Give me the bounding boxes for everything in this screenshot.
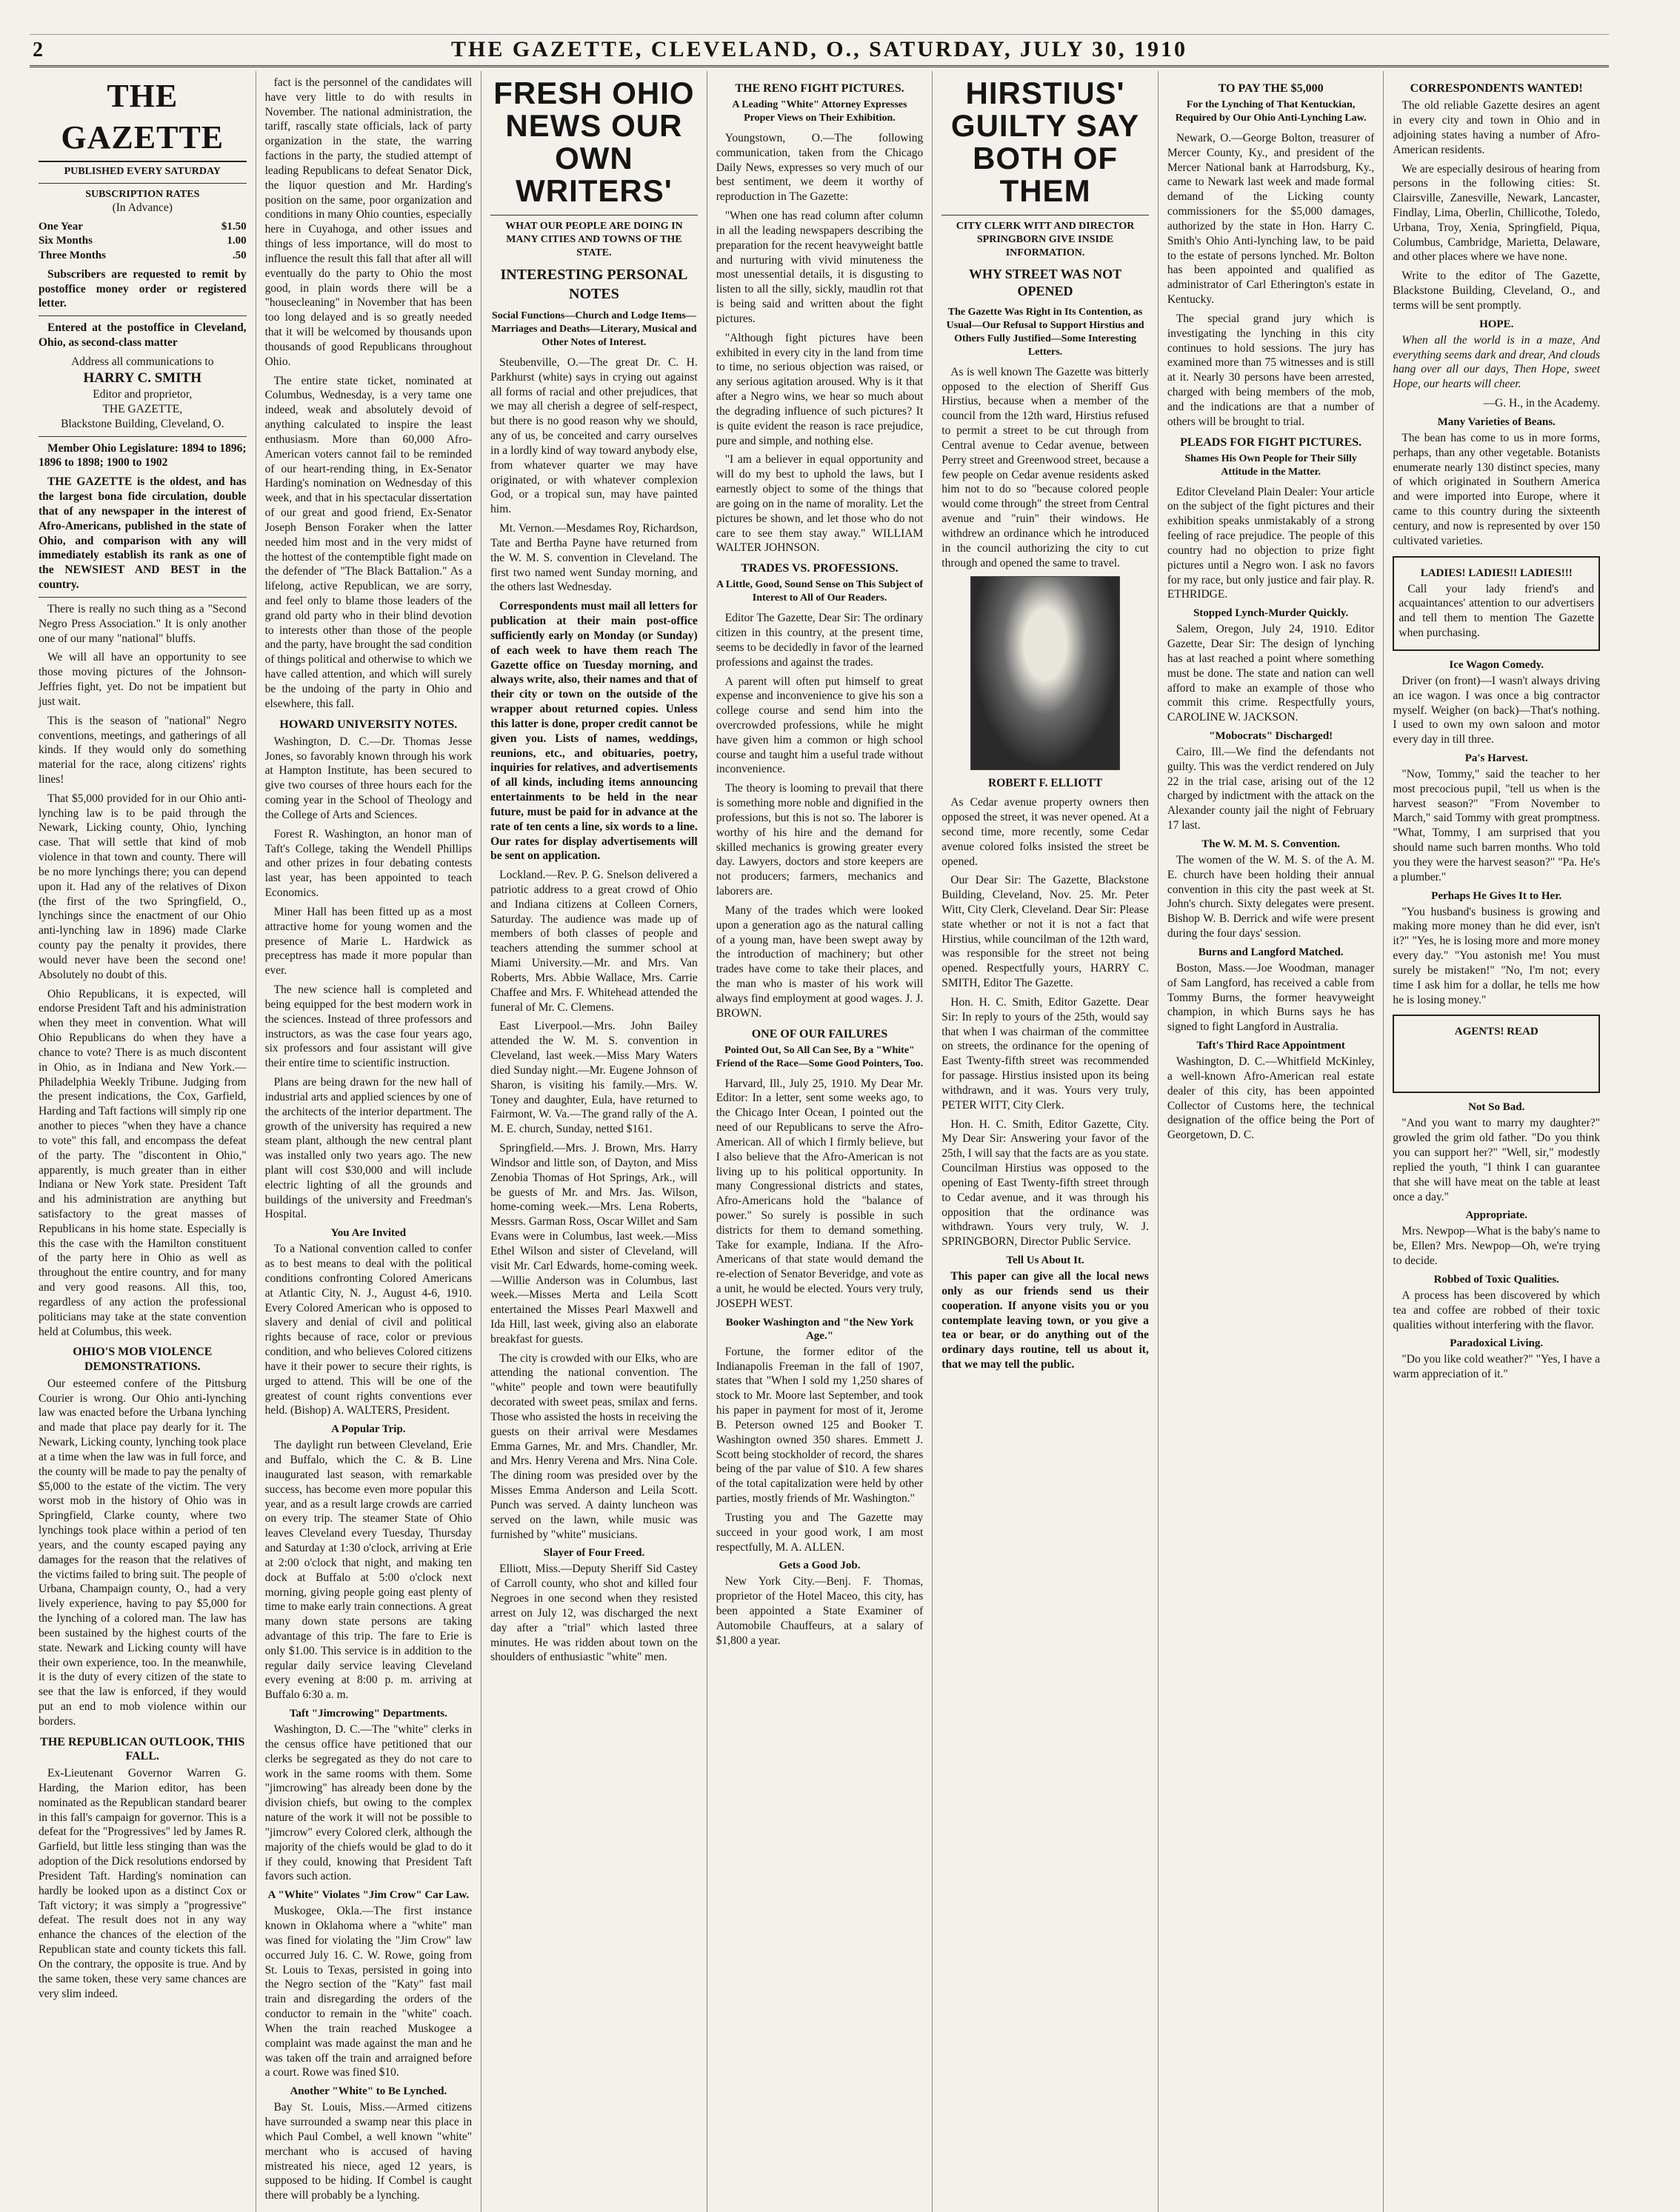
paragraph: The entire state ticket, nominated at Columbus, Wednesday, is a very tame one indeed, weak and absolutely devoid of anything calculated to inspire the least enthusiasm. More than 60,000 Afro-American voters cannot fail to be reminded of our heart-rending thing, in Ex-Senator Harding's nomination on Wednesday of this week, and that in his spectacular dissertation of our great and good friend, Ex-Senator Joseph Benson Foraker when the latter needed him most and in the very midst of the hottest of the contemptible fight made on the defender of "The Black Battalion." As a lifelong, active Republican, we are sorry, and feel only to blame those leaders of the grand old party who in their blind devotion to interests other than those of the people and the party, have brought the sad condition of things political and otherwise to which we have called attention, and which will surely be the undoing of the party in Ohio and elsewhere, this fall. — [264, 374, 473, 710]
subhead: WHY STREET WAS NOT OPENED — [968, 267, 1122, 299]
box-title: AGENTS! READ — [1454, 1026, 1539, 1038]
paragraph: fact is the personnel of the candidates will have very little to do with results in November. The national administration, the tariff, rascally state officials, lack of party organization in the state, the warring factions in the party, the studied attempt of leading Republicans to defeat Senator Dick, the liquor question and Mr. Harding's position on the same, poor organization and conditions in many Ohio counties, especially here in Cuyahoga, and other issues and things of less importance, will do most to influence the result this fall that after all will eventually do the party to Ohio the most good, in plain words there will be a "housecleaning" in November that has been too long delayed and is so greatly needed that it will be welcomed by thousands upon thousands of good Republicans throughout Ohio. — [264, 76, 473, 368]
headline: A "White" Violates "Jim Crow" Car Law. — [267, 1889, 470, 1902]
paragraph: The old reliable Gazette desires an agent in every city and town in Ohio and in adjoining states having a number of Afro-American residents. — [1393, 99, 1600, 156]
headline: ONE OF OUR FAILURES — [751, 1027, 888, 1040]
paragraph: The daylight run between Cleveland, Erie and Buffalo, which the C. & B. Line inaugurated last season, with remarkable success, has become even more popular this year, and as a result large crowds are carried on every trip. The steamer State of Ohio leaves Cleveland every Tuesday, Thursday and Saturday at 1:30 o'clock, arriving at Erie at 2:00 o'clock that night, and making ten dock at Buffalo at 5:00 o'clock next morning, giving people going east plenty of time to make early train connections. A great many down state persons are taking advantage of this trip. The fare to Erie is only $1.00. This service is in addition to the regular daily service leaving Cleveland every evening at 8:00 p. m. arriving at Buffalo 6:30 a. m. — [264, 1439, 473, 1702]
headline: Paradoxical Living. — [1450, 1337, 1544, 1350]
paragraph: There is really no such thing as a "Second Negro Press Association." It is only another one of our many "national" bluffs. — [39, 602, 247, 645]
paragraph: Salem, Oregon, July 24, 1910. Editor Gazette, Dear Sir: The design of lynching has at last reached a point where something must be done. The state and nation can well afford to make an example of those who commit this crime. Respectfully yours, CAROLINE W. JACKSON. — [1167, 623, 1375, 724]
ladies-notice-box — [1393, 556, 1600, 651]
headline: Tell Us About It. — [1006, 1254, 1084, 1267]
subhead: INTERESTING PERSONAL NOTES — [500, 267, 688, 302]
headline: TO PAY THE $5,000 — [1218, 82, 1324, 95]
headline: You Are Invited — [330, 1227, 407, 1240]
masthead-title: THE GAZETTE — [39, 76, 247, 162]
deck: CITY CLERK WITT AND DIRECTOR SPRINGBORN GIVE INSIDE INFORMATION. — [956, 221, 1135, 259]
column-2 — [256, 71, 481, 2212]
paragraph: Harvard, Ill., July 25, 1910. My Dear Mr. Editor: In a letter, sent some weeks ago, to the Chicago Inter Ocean, I pointed out the need of our Republicans to serve the Afro-American. All of which I firmly believe, but I also believe that the Afro-American is not living up to his political opportunity. In many Congressional districts and states, Afro-Americans hold the "balance of power." So surely is possible in such districts for them to demand something. Take for example, Indiana. If the Afro-Americans of that state would demand the re-election of Senator Beveridge, and vote as a unit, he would be elected. Yours very truly, JOSEPH WEST. — [716, 1077, 924, 1310]
paragraph: Editor The Gazette, Dear Sir: The ordinary citizen in this country, at the present time, seems to be decidedly in favor of the learned professions and against the trades. — [716, 612, 924, 669]
headline-fresh-ohio-news: FRESH OHIO NEWS OUR OWN WRITERS' — [493, 76, 695, 209]
rate-row: Three Months .50 — [39, 249, 247, 261]
rates-title: SUBSCRIPTION RATES — [85, 188, 200, 200]
headline: Gets a Good Job. — [779, 1560, 861, 1572]
headline: OHIO'S MOB VIOLENCE DEMONSTRATIONS. — [73, 1346, 213, 1373]
portrait-photo — [970, 576, 1120, 770]
column-7 — [1383, 71, 1609, 2212]
paragraph: The special grand jury which is investigating the lynching in this city continues to hold sessions. The jury has examined more than 75 witnesses and is still at it. Nearly 30 persons have been arrested, charged with being members of the mob, and the indications are that a number of others will be brought to trial. — [1167, 312, 1375, 428]
paragraph: Miner Hall has been fitted up as a most attractive home for young women and the presence of Marie L. Hardwick as preceptress has made it more popular than ever. — [264, 905, 473, 978]
paragraph: That $5,000 provided for in our Ohio anti-lynching law is to be paid through the Newark, Licking county, Ohio, lynching case. That will settle that kind of mob violence in that town and county. There will be no more lynchings there; you can depend upon it. Had any of the relatives of Dixon (the first of the two Springfield, O., lynchings since the enactment of our Ohio anti-lynching law in 1896) made Clarke county pay the penalty it provides, there would never have been the second one! Absolutely no doubt of this. — [39, 792, 247, 981]
paragraph: Plans are being drawn for the new hall of industrial arts and applied sciences by one of the architects of the interior department. The growth of the university has required a new steam plant, although the new central plant was installed only two years ago. The new plant will cost $30,000 and will include electric lighting of all the grounds and buildings of the university and Freedman's Hospital. — [264, 1076, 473, 1221]
paragraph: The women of the W. M. S. of the A. M. E. church have been holding their annual convention in this city the past week at St. John's church. Sixty delegates were present. Bishop W. B. Derrick and wife were present during the four days' session. — [1167, 853, 1375, 940]
address: Blackstone Building, Cleveland, O. — [61, 417, 224, 430]
deck: WHAT OUR PEOPLE ARE DOING IN MANY CITIES AND TOWNS OF THE STATE. — [505, 221, 683, 259]
paragraph: Many of the trades which were looked upon a generation ago as the natural calling of a young man, have been swept away by the introduction of machinery; but other trades have come to take their places, and the man who is master of his work will always find employment at good wages. J. J. BROWN. — [716, 903, 924, 1020]
column-4 — [707, 71, 933, 2212]
headline: Perhaps He Gives It to Her. — [1431, 889, 1562, 902]
editor-name: HARRY C. SMITH — [83, 370, 202, 386]
headline: THE RENO FIGHT PICTURES. — [735, 82, 904, 95]
paragraph: The new science hall is completed and being equipped for the best modern work in the sciences. Instead of three professors and instructors, as was the case four years ago, six professors and four assistant will give their entire time to scientific instruction. — [264, 983, 473, 1070]
headline: Taft's Third Race Appointment — [1196, 1040, 1345, 1052]
headline: Not So Bad. — [1468, 1101, 1525, 1114]
paragraph: "Do you like cold weather?" "Yes, I have a warm appreciation of it." — [1393, 1353, 1600, 1381]
headline: Booker Washington and "the New York Age." — [725, 1316, 914, 1342]
headline: Ice Wagon Comedy. — [1449, 658, 1544, 671]
paragraph: Steubenville, O.—The great Dr. C. H. Parkhurst (white) says in crying out against all forms of racial and other prejudices, that we may all cherish a degree of self-respect, but there is no good reason why we should, any of us, be conceited and carry ourselves in a lordly kind of way toward anybody else, from whatever quarter we may have originated, or with whatever complexion God, or a tropical sun, may have painted him. — [490, 356, 698, 516]
paragraph: Mt. Vernon.—Mesdames Roy, Richardson, Tate and Bertha Payne have returned from the W. M. S. convention in Cleveland. The first two named went Sunday morning, and the others last Wednesday. — [490, 522, 698, 594]
headline: Stopped Lynch-Murder Quickly. — [1193, 607, 1349, 620]
photo-caption: ROBERT F. ELLIOTT — [988, 777, 1103, 790]
deck: The Gazette Was Right in Its Contention, as Usual—Our Refusal to Support Hirstius and Others Fully Justified—Some Interesting Letters. — [946, 307, 1144, 358]
headline: Another "White" to Be Lynched. — [290, 2085, 447, 2098]
headline: Appropriate. — [1465, 1209, 1527, 1222]
poem-credit: —G. H., in the Academy. — [1483, 397, 1600, 410]
headline: The W. M. M. S. Convention. — [1201, 838, 1340, 850]
paragraph: To a National convention called to confer as to best means to deal with the political conditions confronting Colored Americans at Atlantic City, N. J., August 4-6, 1910. Every Colored American who is opposed to slavery and denial of civil and political rights because of race, color or previous condition, and who believes Colored citizens have it their power to secure their rights, is urged to attend. This will be one of the greatest of count rights conventions ever held. (Bishop) A. WALTERS, President. — [264, 1243, 473, 1417]
paragraph: Bay St. Louis, Miss.—Armed citizens have surrounded a swamp near this place in which Paul Combel, a well known "white" merchant who is accused of having mistreated his niece, aged 12 years, is supposed to be hiding. If Combel is caught there will probably be a lynching. — [264, 2101, 473, 2202]
paragraph: Springfield.—Mrs. J. Brown, Mrs. Harry Windsor and little son, of Dayton, and Miss Zenobia Thomas of Hot Springs, Ark., will be guests of Mr. and Mrs. Jas. Wilson, home-coming week.—Mrs. Lena Roberts, Messrs. Garman Ross, Oscar Willet and Sam Evans were in Columbus, last week.—Miss Ethel Wilson and sister of Cleveland, will visit Mr. Carl Edwards, home-coming week.—Willie Anderson was in Columbus, last week.—Misses Merta and Leila Scott entertained the Misses Pearl Maxwell and Ida Hill, last week, giving also an elaborate breakfast for guests. — [490, 1142, 698, 1346]
deck: Pointed Out, So All Can See, By a "White" Friend of the Race—Some Good Pointers, Too. — [716, 1044, 924, 1069]
entered-note: Entered at the postoffice in Cleveland, Ohio, as second-class matter — [39, 321, 247, 350]
column-1 — [30, 71, 256, 2212]
paragraph: Our esteemed confere of the Pittsburg Courier is wrong. Our Ohio anti-lynching law was enacted before the Urbana lynching and made that place pay dearly for it. The Newark, Licking county, lynching took place at a time when the law was in full force, and the county will be made to pay the penalty of $5,000 to the estate of the victim. The very worst mob in the history of Ohio was in Springfield, Clarke county, where two lynchings took place within a period of ten years, and the county escaped paying any damages for the reason that the relatives of the victims failed to bring suit. The people of Urbana, Champaign county, O., had a very lively experience, having to pay $5,000 for the lynching of a colored man. The law has been sustained by the highest courts of the state. Newark and Licking county will have their own experience, too. In the meanwhile, it is the duty of every citizen of the state to see that the law is enforced, if they would put an end to mob violence within our borders. — [39, 1377, 247, 1728]
headline: Slayer of Four Freed. — [543, 1547, 645, 1560]
paragraph: Trusting you and The Gazette may succeed in your good work, I am most respectfully, M. A. ALLEN. — [716, 1511, 924, 1554]
paragraph: This paper can give all the local news only as our friends send us their cooperation. If anyone visits you or you contemplate leaving town, or you give a tea or bear, or do anything out of the ordinary days routine, tell us about it, that we may tell the public. — [941, 1270, 1149, 1371]
deck: Shames His Own People for Their Silly Attitude in the Matter. — [1184, 452, 1357, 478]
box-title: LADIES! LADIES!! LADIES!!! — [1420, 567, 1573, 579]
paragraph: "Now, Tommy," said the teacher to her most precocious pupil, "tell us when is the harvest season?" "From November to March," said Tommy with great promptness. "What, Tommy, I am surprised that you should name such barren months. Who told you they were the harvest season?" "Pa. He's a plumber." — [1393, 768, 1600, 883]
paragraph: The city is crowded with our Elks, who are attending the national convention. The "white" people and town were beautifully decorated with sweet peas, smilax and ferns. Those who assisted the hosts in receiving the guests on their arrival were Mesdames Emma Garnes, Mr. and Mrs. Chandler, Mr. and Mrs. Henry Verena and Mrs. Nina Cole. The dining room was presided over by the Misses Emma Anderson and Leila Scott. Punch was served. A dainty luncheon was served on the lawn, while music was furnished by "white" musicians. — [490, 1351, 698, 1541]
columns — [30, 71, 1609, 2202]
headline: THE REPUBLICAN OUTLOOK, THIS FALL. — [40, 1735, 245, 1762]
masthead-published: PUBLISHED EVERY SATURDAY — [64, 165, 221, 177]
headline: Burns and Langford Matched. — [1198, 946, 1344, 958]
paragraph: "And you want to marry my daughter?" growled the grim old father. "Do you think you can support her?" "Well, sir," modestly replied the youth, "I think I can guarantee that she will have meat on the table at least once a day." — [1393, 1117, 1600, 1203]
paragraph: Forest R. Washington, an honor man of Taft's College, taking the Wendell Phillips and other prizes in four debating contests last year, has been appointed to teach Economics. — [264, 827, 473, 900]
paragraph: "Although fight pictures have been exhibited in every city in the land from time to time, no serious objection was raised, or any serious agitation aroused. Why is it that after a Negro wins, we hear so much about the degrading influence of such pictures? It is quite evident the reason is race prejudice, pure and simple, and nothing else. — [716, 331, 924, 447]
running-head: THE GAZETTE, CLEVELAND, O., SATURDAY, JULY 30, 1910 — [450, 37, 1188, 61]
headline: "Mobocrats" Discharged! — [1209, 729, 1333, 742]
headline: Robbed of Toxic Qualities. — [1433, 1273, 1559, 1286]
headline: Many Varieties of Beans. — [1437, 415, 1556, 428]
paragraph: Youngstown, O.—The following communication, taken from the Chicago Daily News, expresses so very much of our best sentiment, we deem it worthy of reproduction in The Gazette: — [716, 132, 924, 204]
headline: Pa's Harvest. — [1464, 752, 1528, 764]
column-5 — [932, 71, 1158, 2212]
rate-row: Six Months 1.00 — [39, 235, 247, 247]
headline: CORRESPONDENTS WANTED! — [1410, 82, 1583, 95]
paragraph: Correspondents must mail all letters for publication at their main post-office sufficiently early on Monday (or Sunday) of each week to have them reach The Gazette office on Tuesday morning, and always write, also, their names and that of their city or town on the outside of the wrapper about returned copies. Unless this latter is done, proper credit cannot be given you. Lists of names, weddings, reunions, etc., and obituaries, poetry, inquiries for relatives, and advertisements of all kinds, including items announcing entertainments to be held in the near future, must be paid for in advance at the rate of ten cents a line, six words to a line. Our rates for display advertisements will be sent on application. — [490, 600, 698, 863]
paragraph: Cairo, Ill.—We find the defendants not guilty. This was the verdict rendered on July 22 in the trial case, arising out of the 12 charged by indictment with the attack on the Alexander county jail the night of February 17 last. — [1167, 745, 1375, 832]
headline: HOPE. — [1479, 318, 1514, 330]
page-number: 2 — [33, 39, 43, 61]
agents-notice-box — [1393, 1015, 1600, 1093]
paragraph: Write to the editor of The Gazette, Blackstone Building, Cleveland, O., and terms will be sent promptly. — [1393, 270, 1600, 312]
paragraph: "I am a believer in equal opportunity and will do my best to uphold the laws, but I earnestly object to some of the things that are going on in the name of morality. Let the pictures be shown, and let those who do not care to see them stay away." WILLIAM WALTER JOHNSON. — [716, 453, 924, 555]
paragraph: We are especially desirous of hearing from persons in the following cities: St. Clairsville, Zanesville, Newark, Lancaster, Findlay, Lima, Oberlin, Chillicothe, Toledo, Urbana, Troy, Xenia, Springfield, Piqua, Columbus, Cambridge, Marietta, Delaware, and other places where we have none. — [1393, 162, 1600, 264]
paragraph: Driver (on front)—I wasn't always driving an ice wagon. I was once a big contractor myself. Weigher (on back)—That's nothing. I used to own my own saloon and motor every day in till three. — [1393, 674, 1600, 746]
paragraph: Hon. H. C. Smith, Editor Gazette, City. My Dear Sir: Answering your favor of the 25th, I will say that the facts are as you state. Councilman Hirstius was opposed to the opening of East Twenty-fifth street through to Cedar avenue, and it was through his opposition that the ordinance was withdrawn. Yours very truly, W. J. SPRINGBORN, Director Public Service. — [941, 1117, 1149, 1249]
column-3 — [481, 71, 707, 2212]
paragraph: Washington, D. C.—Dr. Thomas Jesse Jones, so favorably known through his work at Hampton Institute, has been secured to give two courses of three hours each for the coming year in the School of Theology and the College of Arts and Sciences. — [264, 735, 473, 821]
paragraph: As is well known The Gazette was bitterly opposed to the election of Sheriff Gus Hirstius, because when a member of the council from the 12th ward, Hirstius refused to permit a street to be cut through from Central avenue to Cedar avenue, between Perry street and Greenwood street, because a few people on Cedar avenue residents asked him not to do so "because colored people would come through" the street from Central avenue and "ruin" their windows. He withdrew an ordinance which he introduced in the council authorizing the city to cut through and opened the same to travel. — [941, 365, 1149, 569]
rate-row: One Year $1.50 — [39, 221, 247, 233]
address-line: Address all communications to — [71, 355, 214, 368]
paragraph: This is the season of "national" Negro conventions, meetings, and gatherings of all kinds. If they would only do something material for the race, along citizens' rights lines! — [39, 714, 247, 786]
paragraph: "You husband's business is growing and making more money than he did ever, isn't it?" "Yes, he is losing more and more money every day." "You astonish me! You must surely be mistaken!" "No, I'm not; every time I ask him for a dollar, he tells me how he is losing money." — [1393, 905, 1600, 1006]
paragraph: Newark, O.—George Bolton, treasurer of Mercer County, Ky., and president of the Mercer National bank at Harrodsburg, Ky., came to Newark last week and made formal demand of the Licking county commissioners for the $5,000 damages, authorized by the state in Hon. Harry C. Smith's Ohio Anti-lynching law, to be paid to the estate of persons lynched. Mr. Bolton has been appointed and qualified as administrator of Carl Etherington's estate in Kentucky. — [1167, 132, 1375, 307]
paragraph: East Liverpool.—Mrs. John Bailey attended the W. M. S. convention in Cleveland, last week.—Miss Mary Waters died Sunday night.—Mr. Eugene Johnson of Sharon, is visiting his family.—Mrs. W. Toney and daughter, Eula, have returned to Fairmont, W. Va.—The grand rally of the A. M. E. church, Sunday, netted $161. — [490, 1020, 698, 1136]
paragraph: Mrs. Newpop—What is the baby's name to be, Ellen? Mrs. Newpop—Oh, we're trying to decide. — [1393, 1225, 1600, 1268]
paragraph: A process has been discovered by which tea and coffee are robbed of their toxic qualities without interfering with the flavor. — [1393, 1289, 1600, 1331]
paragraph: Washington, D. C.—The "white" clerks in the census office have petitioned that our clerks be segregated as they do not care to work in the same rooms with them. Some "jimcrowing" has already been done by the division chiefs, but owing to the complex nature of the work it will not be possible to "jimcrow" every Colored clerk, although the majority of the chiefs would be glad to do it if they could, knowing that President Taft favors such action. — [264, 1723, 473, 1883]
paragraph: A parent will often put himself to great expense and inconvenience to give his son a college course and send him into the overcrowded professions, while he might have given him a common or high school course and taught him a useful trade without inconvenience. — [716, 675, 924, 776]
paragraph: The bean has come to us in more forms, perhaps, than any other vegetable. Botanists enumerate nearly 130 distinct species, many of which originated in Southern America and were imported into Europe, where it came to this country during the sixteenth century, and now is represented by over 150 cultivated varieties. — [1393, 431, 1600, 547]
page-top-margin — [30, 9, 1609, 35]
headline: HOWARD UNIVERSITY NOTES. — [279, 718, 458, 731]
paragraph: Editor Cleveland Plain Dealer: Your article on the subject of the fight pictures and their exhibition speaks unmistakably of a strong feeling of race prejudice. The people of this country had no objection to prize fight pictures until a Negro won. I ask no favors for my race, but only justice and fair play. R. ETHRIDGE. — [1167, 485, 1375, 601]
deck: Social Functions—Church and Lodge Items—Marriages and Deaths—Literary, Musical and Other Notes of Interest. — [491, 310, 697, 349]
paragraph: Ohio Republicans, it is expected, will endorse President Taft and his administration when they meet in convention. What will Ohio Republicans do when they have a chance to vote? There is as much discontent in Ohio, as in Indiana and New York.—Philadelphia Weekly Tribune. Judging from the present indications, the Cox, Garfield, Harding and Taft factions will simply rip one another to pieces "when they have a chance to vote" this fall, and encompass the defeat of the party. The "discontent in Ohio," apparently, is much greater than in either Indiana or New York state. President Taft and his administration are anything but satisfactory to the great masses of Republicans in his home state. Especially is this the case with the Hamilton constituent of the party here in Ohio as well as throughout the entire country, and for many and very good reasons. All this, too, regardless of any action the professional politicians may take at the state convention held at Columbus, this week. — [39, 987, 247, 1338]
paragraph: Washington, D. C.—Whitfield McKinley, a well-known Afro-American real estate dealer of this city, has been appointed Collector of Customs here, the technical designation of the office being the Port of Georgetown, D. C. — [1167, 1055, 1375, 1142]
headline: TRADES VS. PROFESSIONS. — [741, 562, 899, 575]
deck: A Leading "White" Attorney Expresses Proper Views on Their Exhibition. — [732, 99, 907, 124]
paragraph: New York City.—Benj. F. Thomas, proprietor of the Hotel Maceo, this city, has been appointed a State Examiner of Automobile Chauffeurs, at a salary of $1,800 a year. — [716, 1575, 924, 1647]
column-6 — [1158, 71, 1384, 2212]
box-text: Call your lady friend's and acquaintances' attention to our advertisers and tell them to mention The Gazette when purchasing. — [1399, 582, 1594, 640]
remit-note: Subscribers are requested to remit by postoffice money order or registered letter. — [39, 267, 247, 310]
paragraph: Boston, Mass.—Joe Woodman, manager of Sam Langford, has received a cable from Tommy Burns, the former heavyweight champion, in which Burns says he has signed to fight Langford in Australia. — [1167, 961, 1375, 1034]
paragraph: Lockland.—Rev. P. G. Snelson delivered a patriotic address to a great crowd of Ohio and Indiana citizens at Colleen Corners, Saturday. The audience was made up of members of both classes of people and teachers attending the summer school at Miami University.—Mr. and Mrs. Van Roberts, Mrs. Abbie Wallace, Mrs. Carrie Chaffee and Mrs. F. Whitehead attended the funeral of Mr. C. Clemens. — [490, 869, 698, 1014]
claim-note: THE GAZETTE is the oldest, and has the largest bona fide circulation, double that of any newspaper in the interest of Afro-Americans, published in the state of Ohio, and comparison with any will immediately establish its rank as one of the NEWSIEST AND BEST in the country. — [39, 475, 247, 592]
rates-list — [39, 220, 247, 263]
paragraph: Fortune, the former editor of the Indianapolis Freeman in the fall of 1907, states that "When I sold my 1,250 shares of stock to Mr. Moore last September, and took his paper in payment for most of it, Jerome B. Peterson owned 125 and Booker T. Washington owned 350 shares. Emmett J. Scott being stockholder of record, the shares being of the par value of $10. A few shares of the total capitalization were held by other parties, mostly friends of Mr. Washington." — [716, 1345, 924, 1506]
paragraph: "When one has read column after column in all the leading newspapers describing the preparation for the recent heavyweight battle and nurturing with vivid minuteness the most unessential details, it is disgusting to listen to all the silly, sickly, maudlin rot that is being said and written about the fight pictures. — [716, 210, 924, 325]
paragraph: Hon. H. C. Smith, Editor Gazette. Dear Sir: In reply to yours of the 25th, would say that when I was chairman of the committee on streets, the ordinance for the opening of East Twenty-fifth street was recommended for passage. Hirstius insisted upon its being withdrawn, and it was. Yours very truly, PETER WITT, City Clerk. — [941, 995, 1149, 1112]
paragraph: The theory is looming to prevail that there is something more noble and dignified in the professions, but this is not so. The laborer is worthy of his hire and the demand for skilled mechanics is growing greater every day. Lawyers, doctors and store keepers are not producers; farmers, mechanics and laborers are. — [716, 782, 924, 898]
paragraph: Ex-Lieutenant Governor Warren G. Harding, the Marion editor, has been nominated as the Republican standard bearer in this fall's campaign for governor. This is a defeat for the "Progressives" led by James R. Garfield, but little less stinging than was the adoption of the Dick resolutions endorsed by President Taft. Harding's nomination can hardly be looked upon as a distinct Cox or Taft victory; it was simply a "progressive" defeat. The result does not in any way enhance the chances of the election of the Republican state and county tickets this fall. On the contrary, the opposite is true. And by the same token, these very same chances are very slim indeed. — [39, 1767, 247, 2000]
headline: PLEADS FOR FIGHT PICTURES. — [1180, 435, 1362, 449]
headline: Taft "Jimcrowing" Departments. — [289, 1708, 447, 1720]
paragraph: Elliott, Miss.—Deputy Sheriff Sid Castey of Carroll county, who shot and killed four Negroes in one second when they resisted arrest on July 12, was discharged the next day after a "trial" which lasted three minutes. He was ridden about town on the shoulders of enthusiastic "white" men. — [490, 1563, 698, 1664]
deck: For the Lynching of That Kentuckian, Required by Our Ohio Anti-Lynching Law. — [1175, 99, 1367, 124]
deck: A Little, Good, Sound Sense on This Subject of Interest to All of Our Readers. — [716, 579, 923, 604]
member-note: Member Ohio Legislature: 1894 to 1896; 1896 to 1898; 1900 to 1902 — [39, 441, 247, 470]
rates-note: (In Advance) — [112, 201, 173, 215]
paragraph: We will all have an opportunity to see those moving pictures of the Johnson-Jeffries fight, yet. Do not be impatient but just wait. — [39, 651, 247, 708]
paragraph: Muskogee, Okla.—The first instance known in Oklahoma where a "white" man was fined for violating the "Jim Crow" law occurred July 16. C. W. Rowe, going from St. Louis to Texas, persisted in going into the Negro section of the "Katy" fast mail train and disregarding the orders of the conductor to remain in the "white" coach. When the train reached Muskogee a complaint was made against the man and he was taken off the train and arraigned before a court. Rowe was fined $10. — [264, 1905, 473, 2079]
paragraph: Our Dear Sir: The Gazette, Blackstone Building, Cleveland, Nov. 25. Mr. Peter Witt, City Clerk, Cleveland. Dear Sir: Please state whether or not it is not a fact that Hirstius, while councilman of the 12th ward, was responsible for the street not being opened. Respectfully yours, HARRY C. SMITH, Editor The Gazette. — [941, 874, 1149, 990]
poem: When all the world is in a maze, And everything seems dark and drear, And clouds hang over all our days, Then Hope, sweet Hope, our hearts will cheer. — [1393, 333, 1600, 391]
paper-name: THE GAZETTE, — [102, 402, 183, 415]
headline-hirstius-guilty: HIRSTIUS' GUILTY SAY BOTH OF THEM — [950, 76, 1140, 209]
paragraph: As Cedar avenue property owners then opposed the street, it was never opened. At a second time, more recently, some Cedar avenue colored folks insisted the street be opened. — [941, 796, 1149, 868]
editor-title: Editor and proprietor, — [93, 388, 193, 401]
headline: A Popular Trip. — [331, 1423, 406, 1436]
page-header — [30, 34, 1609, 67]
